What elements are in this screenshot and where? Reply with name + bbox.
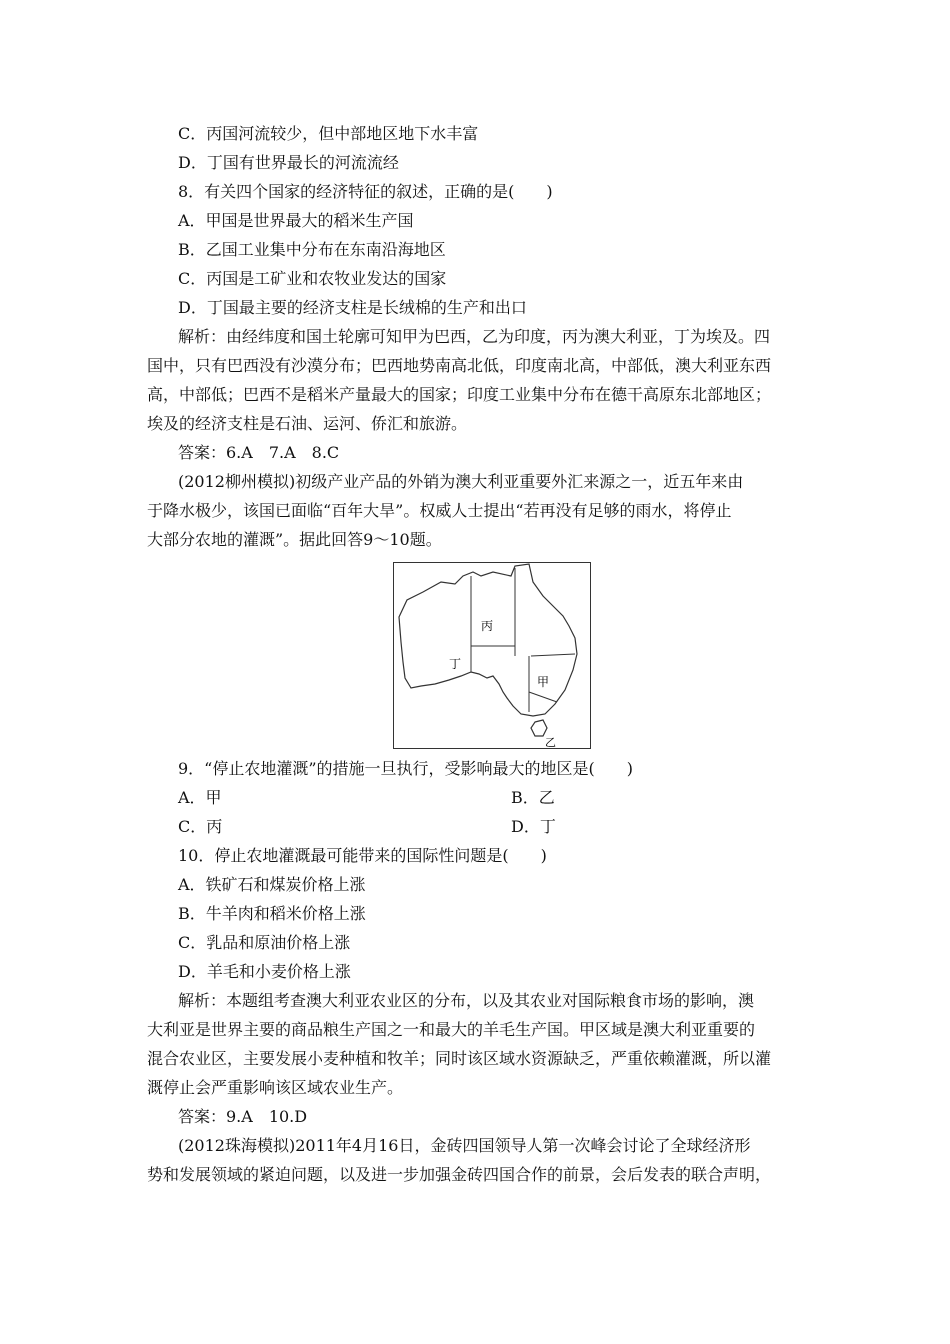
intro-3-line-2: 势和发展领域的紧迫问题，以及进一步加强金砖四国合作的前景，会后发表的联合声明，: [147, 1165, 772, 1184]
map-label-ding: 丁: [449, 657, 462, 671]
analysis-1-line-2: 国中，只有巴西没有沙漠分布；巴西地势南高北低，印度南北高，中部低，澳大利亚东西: [147, 356, 772, 375]
analysis-2-line-2: 大利亚是世界主要的商品粮生产国之一和最大的羊毛生产国。甲区域是澳大利亚重要的: [147, 1020, 756, 1039]
answer-2: 答案：9.A 10.D: [178, 1107, 308, 1126]
intro-2-line-2: 于降水极少，该国已面临“百年大旱”。权威人士提出“若再没有足够的雨水，将停止: [147, 501, 732, 520]
question-10-option-d: D．羊毛和小麦价格上涨: [178, 962, 351, 981]
intro-2-line-1: (2012柳州模拟)初级产业产品的外销为澳大利亚重要外汇来源之一，近五年来由: [178, 472, 744, 491]
question-10-option-c: C．乳品和原油价格上涨: [178, 933, 351, 952]
question-8-option-b: B．乙国工业集中分布在东南沿海地区: [178, 240, 446, 259]
map-label-bing: 丙: [481, 619, 494, 633]
answer-1: 答案：6.A 7.A 8.C: [178, 443, 340, 462]
map-label-jia: 甲: [537, 675, 550, 689]
question-9-option-c: C．丙: [178, 817, 223, 836]
intro-3-line-1: (2012珠海模拟)2011年4月16日，金砖四国领导人第一次峰会讨论了全球经济形: [178, 1136, 751, 1155]
analysis-2-line-4: 溉停止会严重影响该区域农业生产。: [147, 1078, 404, 1097]
option-d-line: D．丁国有世界最长的河流流经: [178, 153, 399, 172]
question-10-option-a: A．铁矿石和煤炭价格上涨: [178, 875, 366, 894]
intro-2-line-3: 大部分农地的灌溉”。据此回答9～10题。: [147, 530, 442, 549]
question-9-stem: 9．“停止农地灌溉”的措施一旦执行，受影响最大的地区是( ): [178, 759, 634, 778]
analysis-2-line-3: 混合农业区，主要发展小麦种植和牧羊；同时该区域水资源缺乏，严重依赖灌溉，所以灌: [147, 1049, 772, 1068]
question-10-stem: 10．停止农地灌溉最可能带来的国际性问题是( ): [178, 846, 547, 865]
analysis-1-line-3: 高，中部低；巴西不是稻米产量最大的国家；印度工业集中分布在德干高原东北部地区；: [147, 385, 772, 404]
question-8-stem: 8．有关四个国家的经济特征的叙述，正确的是( ): [178, 182, 553, 201]
question-8-option-c: C．丙国是工矿业和农牧业发达的国家: [178, 269, 447, 288]
question-9-option-b: B．乙: [511, 788, 555, 807]
option-c-line: C．丙国河流较少，但中部地区地下水丰富: [178, 124, 479, 143]
question-10-option-b: B．牛羊肉和稻米价格上涨: [178, 904, 366, 923]
analysis-1-line-4: 埃及的经济支柱是石油、运河、侨汇和旅游。: [147, 414, 468, 433]
question-8-option-d: D．丁国最主要的经济支柱是长绒棉的生产和出口: [178, 298, 527, 317]
analysis-2-line-1: 解析：本题组考查澳大利亚农业区的分布，以及其农业对国际粮食市场的影响，澳: [178, 991, 755, 1010]
question-9-option-d: D．丁: [511, 817, 556, 836]
question-9-option-a: A．甲: [178, 788, 222, 807]
question-8-option-a: A．甲国是世界最大的稻米生产国: [178, 211, 414, 230]
australia-map: [393, 562, 591, 749]
map-label-yi: 乙: [545, 736, 556, 749]
analysis-1-line-1: 解析：由经纬度和国土轮廓可知甲为巴西，乙为印度，丙为澳大利亚，丁为埃及。四: [178, 327, 771, 346]
